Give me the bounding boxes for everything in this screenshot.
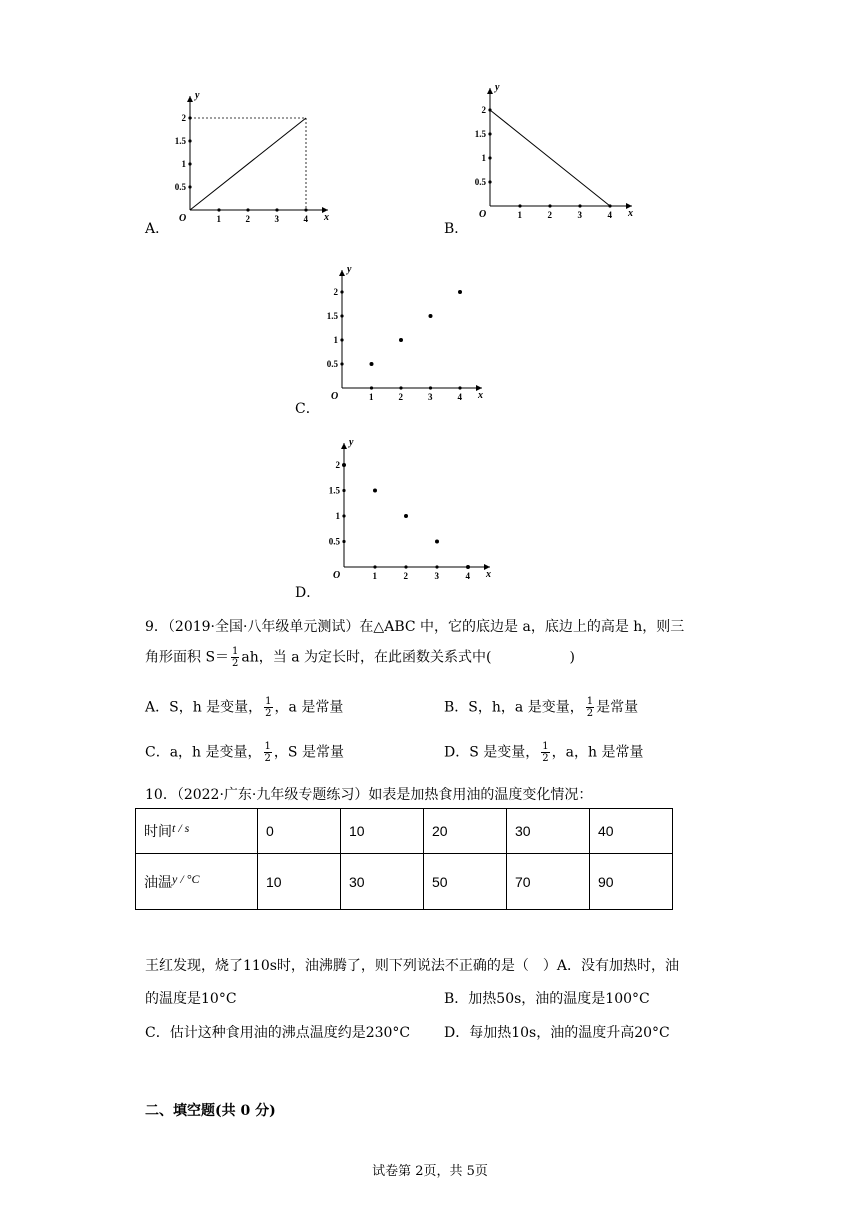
table-row [136, 854, 673, 910]
q9-opt-text: ，a 是常量 [274, 699, 344, 716]
row-unit: t / s [172, 821, 190, 835]
x-tick-label: 4 [607, 210, 612, 220]
x-tick-label: 3 [274, 214, 279, 224]
frac-den: 2 [264, 753, 271, 764]
x-tick-label: 2 [398, 392, 403, 402]
x-tick-mark [246, 208, 249, 211]
y-axis-label: y [349, 437, 354, 448]
q9-opt-text: A．S，h 是变量， [145, 699, 263, 716]
frac-num: 1 [264, 741, 271, 752]
y-tick-label: 0.5 [328, 536, 340, 547]
y-tick-label: 0.5 [174, 182, 186, 192]
x-tick-label: 4 [457, 392, 462, 402]
x-tick-mark [370, 386, 373, 389]
y-axis-arrow [487, 88, 493, 94]
function-line [490, 110, 610, 206]
x-tick-label: 4 [303, 214, 308, 224]
frac-den: 2 [542, 753, 549, 764]
data-point [458, 290, 462, 294]
x-tick-label: 1 [369, 392, 374, 402]
data-point [404, 514, 408, 518]
row-unit: y / °C [172, 871, 200, 886]
q10-stem: 10．（2022·广东·九年级专题练习）如表是加热食用油的温度变化情况： [145, 787, 593, 803]
fraction-half [541, 741, 549, 764]
y-tick-mark [488, 156, 491, 159]
x-tick-label: 2 [403, 571, 408, 581]
y-tick-label: 2 [335, 460, 340, 470]
y-tick-label: 1 [481, 153, 486, 163]
x-tick-label: 1 [517, 210, 522, 220]
table-cell: 40 [590, 809, 673, 854]
origin-label: O [179, 213, 187, 224]
page-footer: 试卷第 2页，共 5页 [372, 1164, 488, 1179]
data-point [435, 540, 439, 544]
table-row [136, 809, 673, 854]
y-tick-mark [342, 489, 345, 492]
y-tick-mark [340, 314, 343, 317]
y-tick-label: 2 [333, 287, 338, 297]
q9-stem-line2 [145, 646, 575, 669]
q9-opt-text: 是常量 [596, 699, 639, 716]
q9-opt-text: D．S 是变量， [444, 744, 540, 761]
x-axis-label: x [486, 569, 491, 580]
q9-opt-text: ，a，h 是常量 [551, 744, 644, 761]
x-tick-mark [518, 204, 521, 207]
fraction-half [264, 696, 272, 719]
y-tick-label: 0.5 [326, 359, 338, 369]
q9-opt-text: ，S 是常量 [273, 744, 344, 761]
y-tick-label: 1.5 [474, 129, 486, 139]
x-tick-label: 3 [428, 392, 433, 402]
y-tick-mark [488, 132, 491, 135]
q9-close-paren: ) [569, 649, 575, 666]
table-cell: 10 [341, 809, 424, 854]
x-tick-mark [404, 565, 407, 568]
y-tick-label: 1 [335, 511, 340, 521]
data-point [399, 338, 403, 342]
x-tick-label: 2 [547, 210, 552, 220]
x-tick-label: 1 [372, 571, 377, 581]
q9-text: 角形面积 S＝ [145, 649, 230, 666]
x-tick-label: 4 [465, 571, 470, 581]
data-point [342, 463, 346, 467]
y-axis-label: y [195, 90, 200, 101]
section-title: 二、填空题(共 0 分) [145, 1103, 276, 1119]
y-tick-mark [342, 540, 345, 543]
q10-option-c: C．估计这种食用油的沸点温度约是230°C [145, 1025, 411, 1041]
x-tick-label: 3 [434, 571, 439, 581]
x-tick-label: 1 [216, 214, 221, 224]
origin-label: O [479, 209, 487, 220]
q10-option-a-cont: 的温度是10°C [145, 991, 237, 1007]
data-point [373, 489, 377, 493]
function-line [190, 118, 306, 210]
y-axis-arrow [341, 443, 347, 449]
x-axis-label: x [628, 208, 633, 219]
y-tick-mark [188, 162, 191, 165]
y-tick-mark [488, 180, 491, 183]
data-point [429, 314, 433, 318]
table-row-header [136, 854, 258, 910]
y-tick-mark [340, 338, 343, 341]
y-tick-mark [342, 514, 345, 517]
q9-opt-text: B．S，h，a 是变量， [444, 699, 584, 716]
x-tick-mark [275, 208, 278, 211]
x-tick-mark [458, 386, 461, 389]
q9-option-d [444, 741, 643, 764]
x-axis-label: x [478, 390, 483, 401]
x-tick-mark [548, 204, 551, 207]
q10-option-b: B．加热50s，油的温度是100°C [444, 991, 650, 1007]
x-tick-mark [399, 386, 402, 389]
q9-opt-text: C．a，h 是变量， [145, 744, 262, 761]
option-d-label: D． [295, 585, 321, 601]
y-tick-label: 1.5 [326, 311, 338, 321]
frac-den: 2 [265, 708, 272, 719]
y-tick-mark [188, 139, 191, 142]
y-tick-label: 1 [181, 159, 186, 169]
chart-option-a [170, 85, 345, 230]
chart-option-c [318, 258, 493, 403]
option-b-label: B． [444, 221, 469, 237]
x-tick-mark [373, 565, 376, 568]
table-cell: 90 [590, 854, 673, 910]
y-tick-mark [340, 290, 343, 293]
q10-line1: 王红发现，烧了110s时，油沸腾了，则下列说法不正确的是（ ）A．没有加热时，油 [145, 958, 680, 974]
x-tick-mark [435, 565, 438, 568]
x-tick-label: 3 [577, 210, 582, 220]
q10-option-d: D．每加热10s，油的温度升高20°C [444, 1025, 670, 1041]
x-tick-mark [217, 208, 220, 211]
row-label: 油温 [144, 874, 172, 891]
y-tick-label: 1.5 [328, 485, 340, 496]
y-tick-label: 2 [481, 105, 486, 115]
frac-num: 1 [542, 741, 549, 752]
table-cell: 10 [258, 854, 341, 910]
y-tick-label: 0.5 [474, 177, 486, 187]
row-label: 时间 [144, 824, 172, 840]
oil-temperature-table [135, 808, 673, 910]
table-cell: 70 [507, 854, 590, 910]
frac-den: 2 [586, 708, 594, 719]
data-point [466, 565, 470, 569]
chart-option-b [470, 78, 645, 223]
table-cell: 30 [507, 809, 590, 854]
table-row-header [136, 809, 258, 854]
option-c-label: C． [295, 401, 320, 417]
frac-num: 1 [232, 646, 239, 657]
table-cell: 50 [424, 854, 507, 910]
chart-option-d [318, 432, 498, 582]
y-tick-label: 2 [181, 113, 186, 123]
y-tick-label: 1 [333, 335, 338, 345]
y-axis-label: y [495, 82, 500, 93]
option-a-label: A． [145, 221, 170, 237]
data-point [370, 362, 374, 366]
y-axis-label: y [347, 264, 352, 275]
frac-num: 1 [586, 696, 594, 707]
x-tick-mark [429, 386, 432, 389]
y-tick-mark [188, 185, 191, 188]
table-cell: 30 [341, 854, 424, 910]
q9-option-b [444, 696, 638, 719]
q9-option-a [145, 696, 343, 719]
y-axis-arrow [187, 96, 193, 102]
fraction-half [264, 741, 272, 764]
frac-den: 2 [232, 658, 239, 669]
q9-stem-line1: 9．（2019·全国·八年级单元测试）在△ABC 中，它的底边是 a，底边上的高是 h，则三 [145, 619, 685, 635]
x-axis-label: x [324, 212, 329, 223]
fraction-half [231, 646, 239, 669]
origin-label: O [333, 570, 341, 581]
origin-label: O [331, 391, 339, 402]
y-axis-arrow [339, 270, 345, 276]
fraction-half [586, 696, 594, 719]
q9-text: ah，当 a 为定长时，在此函数关系式中( [241, 649, 492, 666]
frac-num: 1 [265, 696, 272, 707]
q9-option-c [145, 741, 344, 764]
y-tick-mark [340, 362, 343, 365]
y-tick-label: 1.5 [174, 136, 186, 146]
x-tick-mark [578, 204, 581, 207]
table-cell: 0 [258, 809, 341, 854]
table-cell: 20 [424, 809, 507, 854]
x-tick-label: 2 [245, 214, 250, 224]
